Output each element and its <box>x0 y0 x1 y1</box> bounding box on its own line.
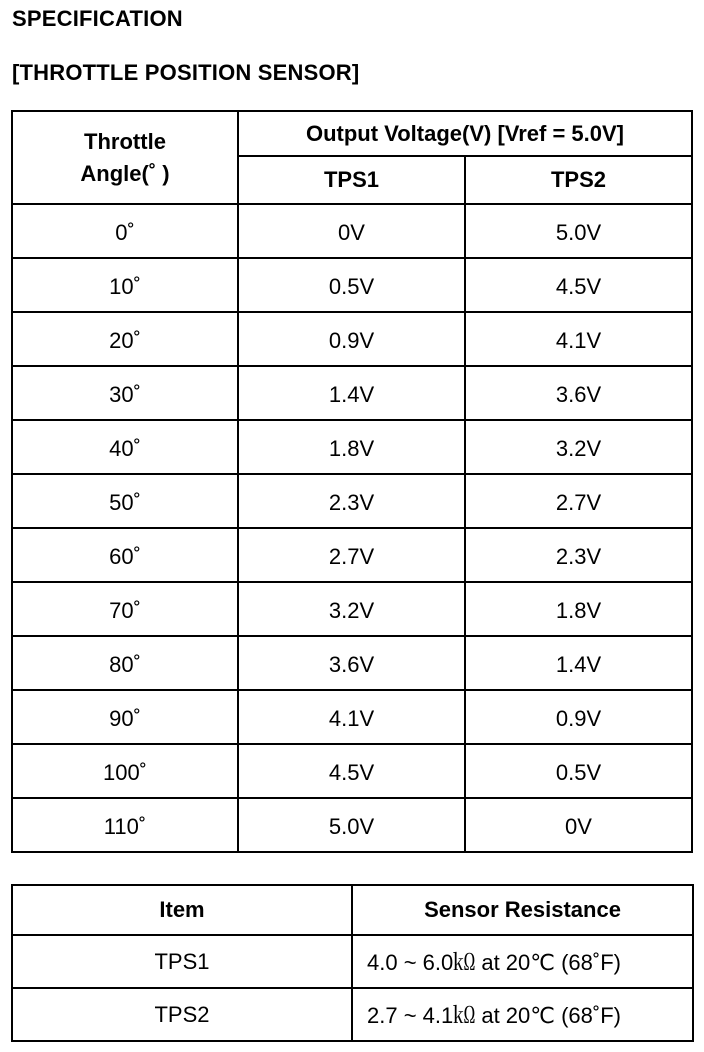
angle-cell: 30˚ <box>12 366 238 420</box>
angle-cell: 10˚ <box>12 258 238 312</box>
tps1-voltage-cell: 0V <box>238 204 465 258</box>
table-row <box>12 312 692 366</box>
tps2-voltage-cell: 5.0V <box>465 204 692 258</box>
angle-cell: 110˚ <box>12 798 238 852</box>
item-cell: TPS2 <box>12 988 352 1041</box>
tps1-voltage-cell: 5.0V <box>238 798 465 852</box>
tps2-column-header: TPS2 <box>465 156 692 204</box>
table-row <box>12 474 692 528</box>
throttle-angle-header: Throttle Angle(˚ ) <box>12 111 238 204</box>
table-row <box>12 636 692 690</box>
table-row <box>12 798 692 852</box>
angle-cell: 0˚ <box>12 204 238 258</box>
angle-cell: 40˚ <box>12 420 238 474</box>
tps1-voltage-cell: 4.1V <box>238 690 465 744</box>
tps1-voltage-cell: 1.8V <box>238 420 465 474</box>
tps2-voltage-cell: 4.5V <box>465 258 692 312</box>
output-voltage-table <box>11 110 693 853</box>
item-cell: TPS1 <box>12 935 352 988</box>
angle-cell: 100˚ <box>12 744 238 798</box>
tps2-voltage-cell: 1.8V <box>465 582 692 636</box>
tps1-voltage-cell: 2.3V <box>238 474 465 528</box>
tps2-voltage-cell: 3.2V <box>465 420 692 474</box>
angle-cell: 90˚ <box>12 690 238 744</box>
angle-cell: 70˚ <box>12 582 238 636</box>
tps2-voltage-cell: 1.4V <box>465 636 692 690</box>
item-column-header: Item <box>12 885 352 935</box>
table-row <box>12 744 692 798</box>
page-title: SPECIFICATION <box>12 6 183 31</box>
resistance-cell: 2.7 ~ 4.1㏀ at 20℃ (68˚F) <box>352 988 693 1041</box>
section-title: [THROTTLE POSITION SENSOR] <box>12 60 360 85</box>
table-row <box>12 420 692 474</box>
table-row <box>12 258 692 312</box>
tps1-voltage-cell: 1.4V <box>238 366 465 420</box>
table-row <box>12 528 692 582</box>
tps1-voltage-cell: 3.6V <box>238 636 465 690</box>
tps1-column-header: TPS1 <box>238 156 465 204</box>
table-row <box>12 582 692 636</box>
tps2-voltage-cell: 4.1V <box>465 312 692 366</box>
table-row <box>12 366 692 420</box>
angle-cell: 60˚ <box>12 528 238 582</box>
tps2-voltage-cell: 2.7V <box>465 474 692 528</box>
tps1-voltage-cell: 3.2V <box>238 582 465 636</box>
resistance-cell: 4.0 ~ 6.0㏀ at 20℃ (68˚F) <box>352 935 693 988</box>
table-row <box>12 935 693 988</box>
table-row <box>12 988 693 1041</box>
tps1-voltage-cell: 2.7V <box>238 528 465 582</box>
tps1-voltage-cell: 0.5V <box>238 258 465 312</box>
tps2-voltage-cell: 0.5V <box>465 744 692 798</box>
angle-cell: 20˚ <box>12 312 238 366</box>
output-voltage-header: Output Voltage(V) [Vref = 5.0V] <box>238 111 692 156</box>
tps1-voltage-cell: 0.9V <box>238 312 465 366</box>
angle-cell: 80˚ <box>12 636 238 690</box>
tps2-voltage-cell: 3.6V <box>465 366 692 420</box>
table-row <box>12 204 692 258</box>
sensor-resistance-table <box>11 884 694 1042</box>
resistance-column-header: Sensor Resistance <box>352 885 693 935</box>
table-row <box>12 690 692 744</box>
tps2-voltage-cell: 0V <box>465 798 692 852</box>
tps2-voltage-cell: 0.9V <box>465 690 692 744</box>
angle-cell: 50˚ <box>12 474 238 528</box>
tps2-voltage-cell: 2.3V <box>465 528 692 582</box>
tps1-voltage-cell: 4.5V <box>238 744 465 798</box>
